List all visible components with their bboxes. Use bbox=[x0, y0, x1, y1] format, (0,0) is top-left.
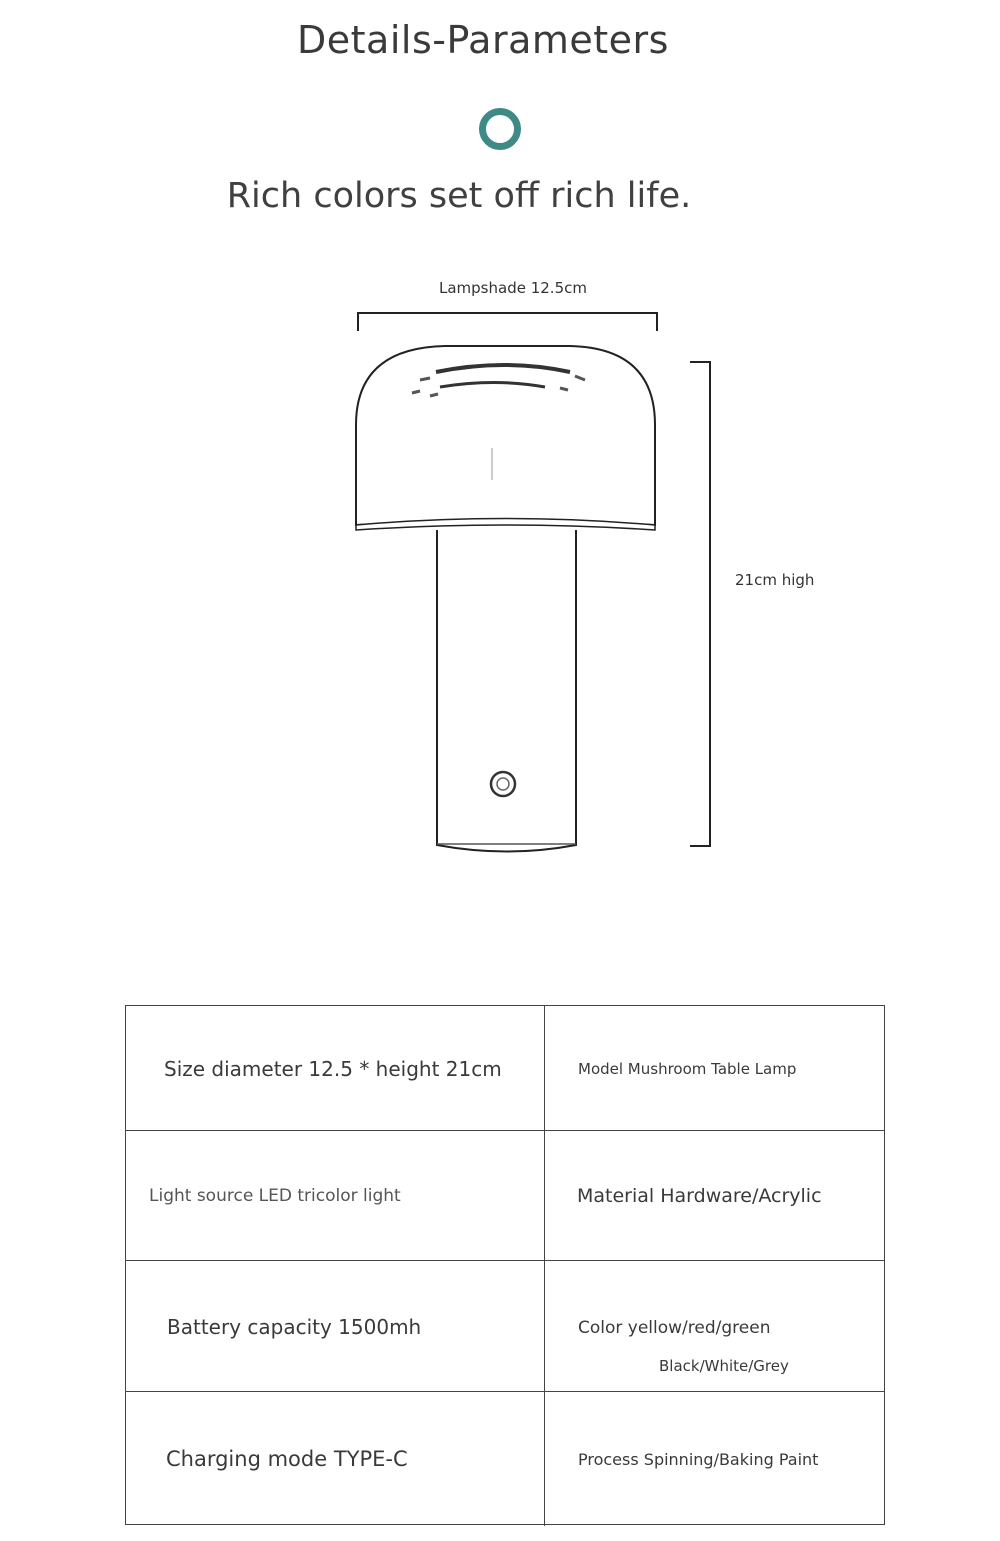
spec-cell-charging: Charging mode TYPE-C bbox=[126, 1392, 545, 1526]
lamp-stem-drawing bbox=[437, 530, 576, 852]
page-title: Details-Parameters bbox=[297, 18, 669, 62]
spec-cell-process: Process Spinning/Baking Paint bbox=[578, 1449, 819, 1469]
table-row bbox=[126, 1391, 884, 1526]
lampshade-drawing bbox=[356, 346, 655, 530]
table-row bbox=[126, 1006, 884, 1131]
lamp-diagram bbox=[0, 260, 1000, 880]
spec-cell-material: Material Hardware/Acrylic bbox=[577, 1185, 822, 1207]
spec-cell-battery: Battery capacity 1500mh bbox=[126, 1261, 545, 1392]
specs-table bbox=[125, 1005, 885, 1525]
ring-icon bbox=[479, 108, 521, 150]
spec-cell-size: Size diameter 12.5 * height 21cm bbox=[126, 1006, 545, 1131]
page-subtitle: Rich colors set off rich life. bbox=[226, 176, 692, 216]
table-row bbox=[126, 1260, 884, 1392]
spec-cell-light-source: Light source LED tricolor light bbox=[126, 1131, 545, 1261]
width-bracket bbox=[358, 313, 657, 331]
lampshade-width-label: Lampshade 12.5cm bbox=[439, 279, 587, 297]
spec-cell-model: Model Mushroom Table Lamp bbox=[578, 1059, 797, 1078]
spec-cell-color: Color yellow/red/green Black/White/Grey bbox=[578, 1318, 789, 1375]
height-bracket bbox=[690, 362, 710, 846]
table-row bbox=[126, 1130, 884, 1261]
lamp-height-label: 21cm high bbox=[735, 571, 815, 589]
